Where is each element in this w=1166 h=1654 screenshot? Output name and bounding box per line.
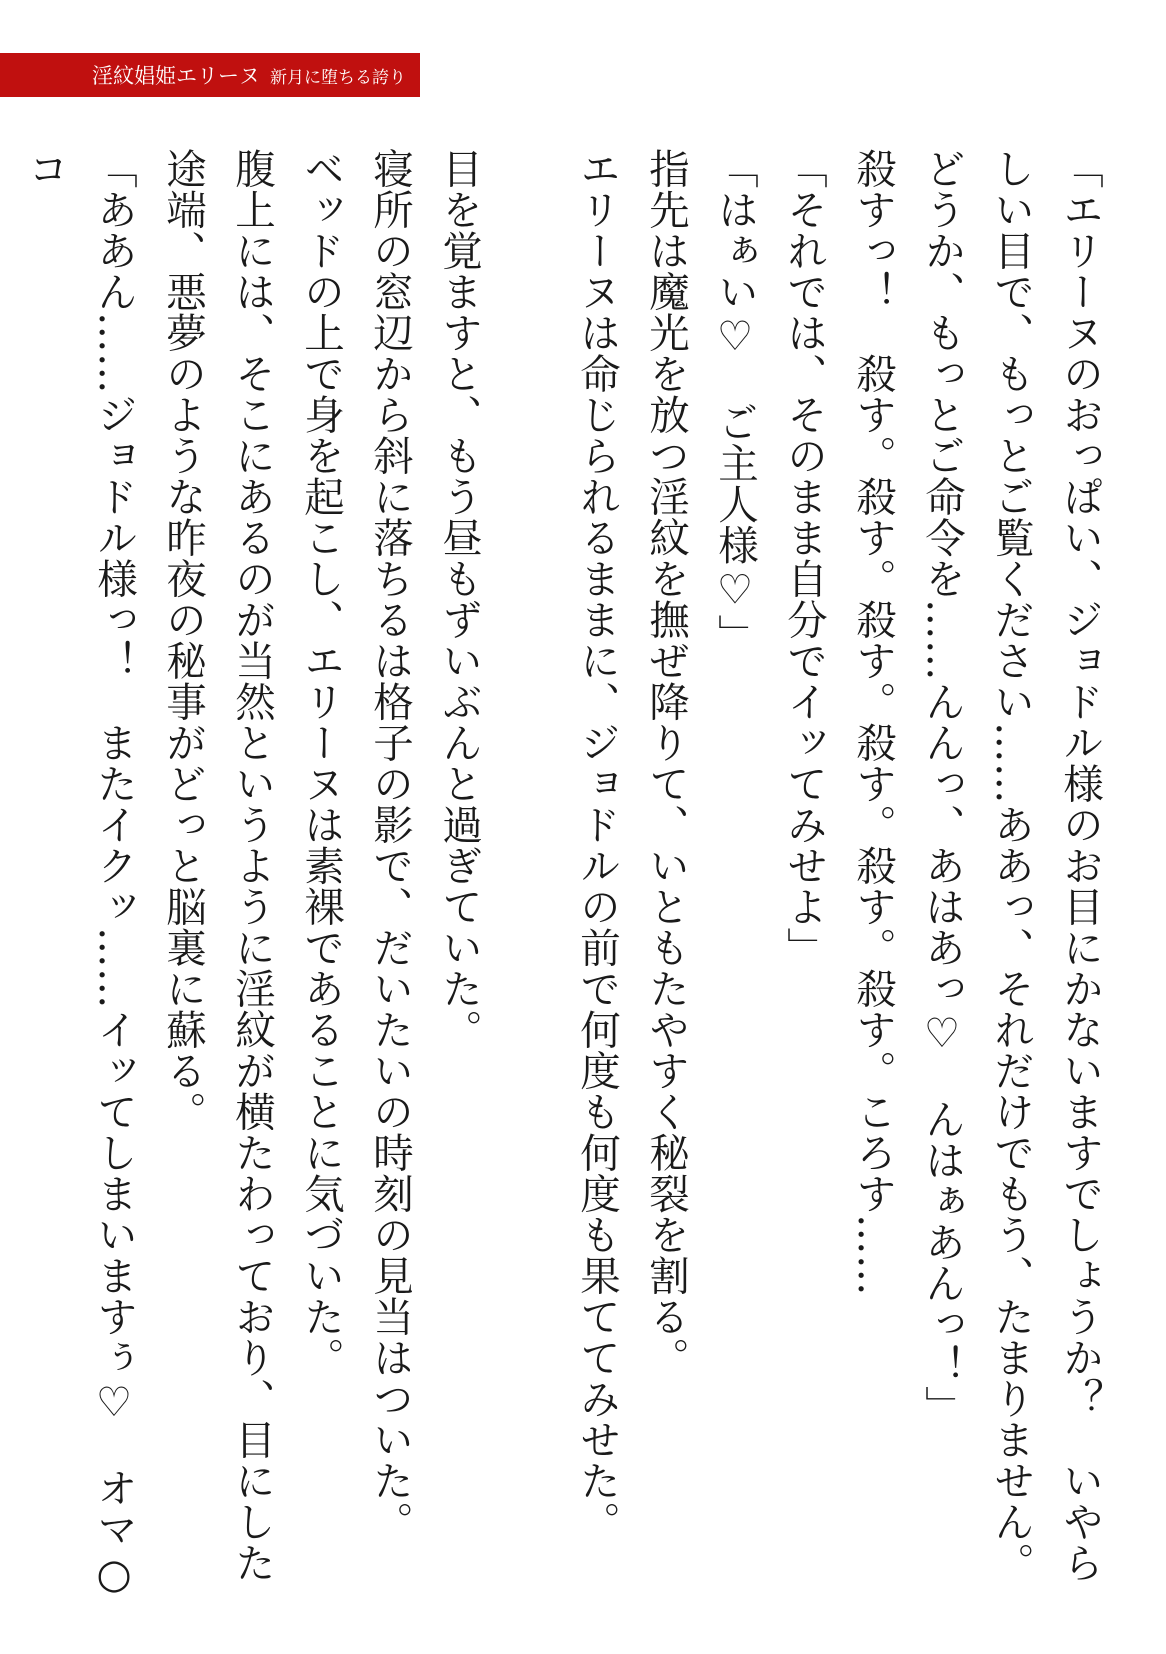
paragraph: 寝所の窓辺から斜に落ちるは格子の影で、だいたいの時刻の見当はついた。 [366,148,414,1542]
paragraph: ベッドの上で身を起こし、エリーヌは素裸であることに気づいた。 [297,148,345,1378]
paragraph: 「ああん……ジョドル様っ！ またイクッ……イッてしまいますぅ♡ オマ○コ [21,148,138,1598]
paragraph: 腹上には、そこにあるのが当然というように淫紋が横たわっており、目にした途端、悪夢のような昨夜の秘事がどっと脳裏に蘇る。 [159,148,276,1583]
paragraph: 「はぁい♡ ご主人様♡」 [711,148,759,655]
book-title: 淫紋娼姫エリーヌ [92,64,260,88]
paragraph: 指先は魔光を放つ淫紋を撫ぜ降りて、いともたやすく秘裂を割る。 [642,148,690,1378]
paragraph: エリーヌは命じられるままに、ジョドルの前で何度も何度も果ててみせた。 [573,148,621,1542]
paragraph: 「エリーヌのおっぱい、ジョドル様のお目にかないますでしょうか？ いやらしい目で、もっとご覧ください……ああっ、それだけでもう、たまりません。どうか、もっとご命令を……んんっ、あはあっ♡ んはぁあんっ！」 [918,148,1104,1583]
paragraph: 殺すっ！ 殺す。殺す。殺す。殺す。殺す。殺す。ころす…… [849,148,897,1296]
paragraph: 「それでは、そのまま自分でイッてみせよ」 [780,148,828,968]
chapter-title: 新月に堕ちる誇り [270,67,406,88]
vertical-text-body [21,148,1114,1618]
paragraph: 目を覚ますと、もう昼もずいぶんと過ぎていた。 [435,148,483,1050]
running-header [0,53,420,97]
blank-line [493,148,562,1618]
